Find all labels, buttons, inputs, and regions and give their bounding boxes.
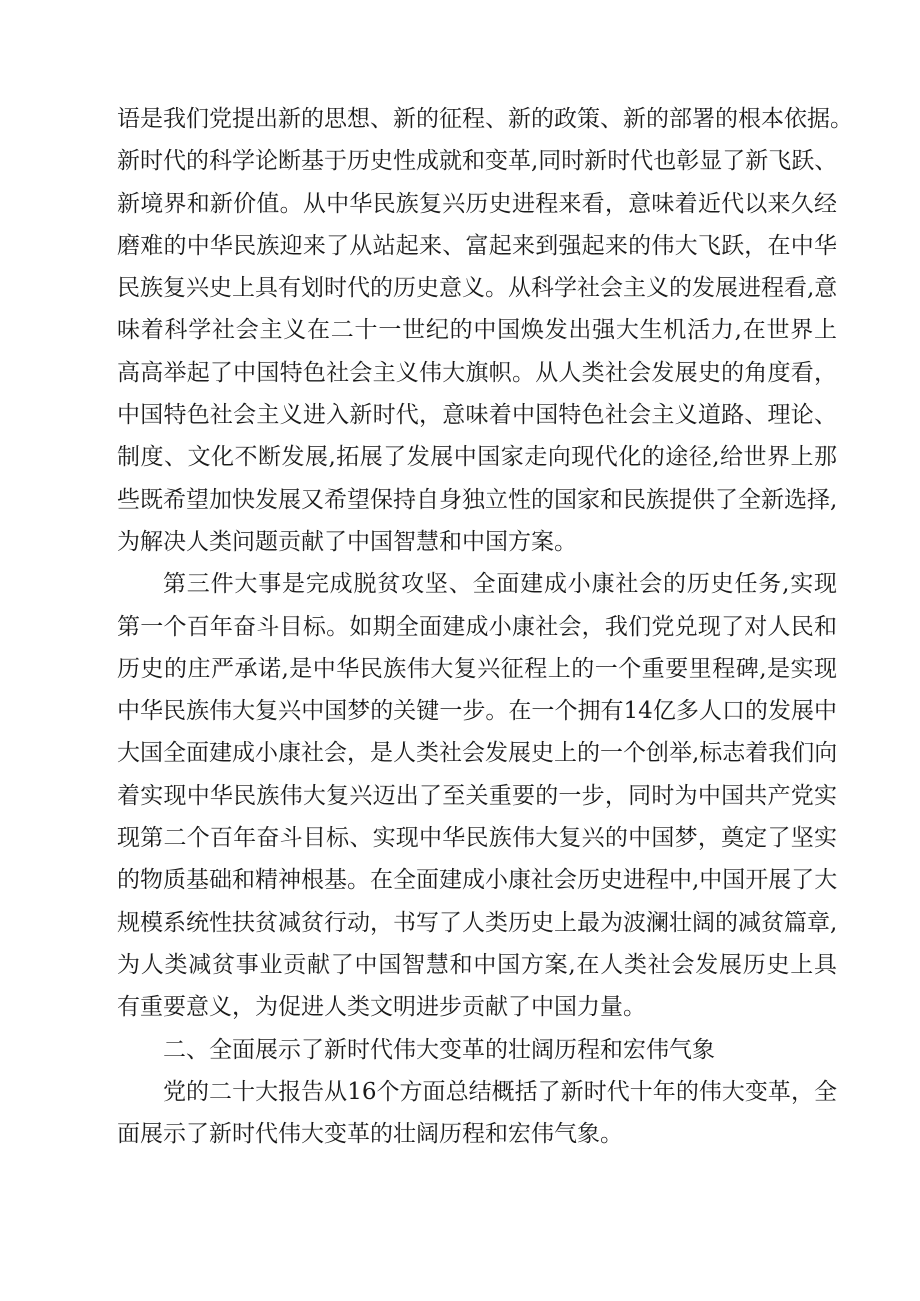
text-line: 中国特色社会主义进入新时代，意味着中国特色社会主义道路、理论、 [117, 402, 837, 429]
text-line: 制度、文化不断发展,拓展了发展中国家走向现代化的途径,给世界上那 [117, 444, 837, 471]
text-line: 现第二个百年奋斗目标、实现中华民族伟大复兴的中国梦，奠定了坚实 [117, 825, 837, 852]
text-line: 面展示了新时代伟大变革的壮阔历程和宏伟气象。 [117, 1121, 623, 1148]
text-line: 着实现中华民族伟大复兴迈出了至关重要的一步，同时为中国共产党实 [117, 782, 837, 809]
text-line: 新时代的科学论断基于历史性成就和变革,同时新时代也彰显了新飞跃、 [117, 148, 838, 175]
text-line: 有重要意义，为促进人类文明进步贡献了中国力量。 [117, 994, 646, 1021]
text-line: 的物质基础和精神根基。在全面建成小康社会历史进程中,中国开展了大 [117, 867, 838, 894]
text-line: 高高举起了中国特色社会主义伟大旗帜。从人类社会发展史的角度看， [117, 359, 837, 386]
section-heading: 二、全面展示了新时代伟大变革的壮阔历程和宏伟气象 [163, 1036, 715, 1063]
text-line: 规模系统性扶贫减贫行动，书写了人类历史上最为波澜壮阔的减贫篇章, [117, 909, 838, 936]
paragraph-start-line: 党的二十大报告从16个方面总结概括了新时代十年的伟大变革，全 [163, 1078, 837, 1105]
body-text [117, 98, 853, 1155]
text-line: 历史的庄严承诺,是中华民族伟大复兴征程上的一个重要里程碑,是实现 [117, 655, 837, 682]
text-line: 民族复兴史上具有划时代的历史意义。从科学社会主义的发展进程看,意 [117, 275, 838, 302]
text-line: 为人类减贫事业贡献了中国智慧和中国方案,在人类社会发展历史上具 [117, 951, 837, 978]
text-line: 新境界和新价值。从中华民族复兴历史进程来看，意味着近代以来久经 [117, 190, 837, 217]
text-line: 味着科学社会主义在二十一世纪的中国焕发出强大生机活力,在世界上 [117, 317, 837, 344]
text-line: 语是我们党提出新的思想、新的征程、新的政策、新的部署的根本依据。 [117, 106, 853, 132]
text-line: 为解决人类问题贡献了中国智慧和中国方案。 [117, 528, 577, 555]
text-line: 中华民族伟大复兴中国梦的关键一步。在一个拥有14亿多人口的发展中 [117, 698, 837, 725]
text-line: 第一个百年奋斗目标。如期全面建成小康社会，我们党兑现了对人民和 [117, 613, 837, 640]
text-line: 些既希望加快发展又希望保持自身独立性的国家和民族提供了全新选择, [117, 486, 838, 513]
paragraph-start-line: 第三件大事是完成脱贫攻坚、全面建成小康社会的历史任务,实现 [163, 571, 837, 598]
text-line: 大国全面建成小康社会，是人类社会发展史上的一个创举,标志着我们向 [117, 740, 838, 767]
text-line: 磨难的中华民族迎来了从站起来、富起来到强起来的伟大飞跃，在中华 [117, 232, 837, 259]
